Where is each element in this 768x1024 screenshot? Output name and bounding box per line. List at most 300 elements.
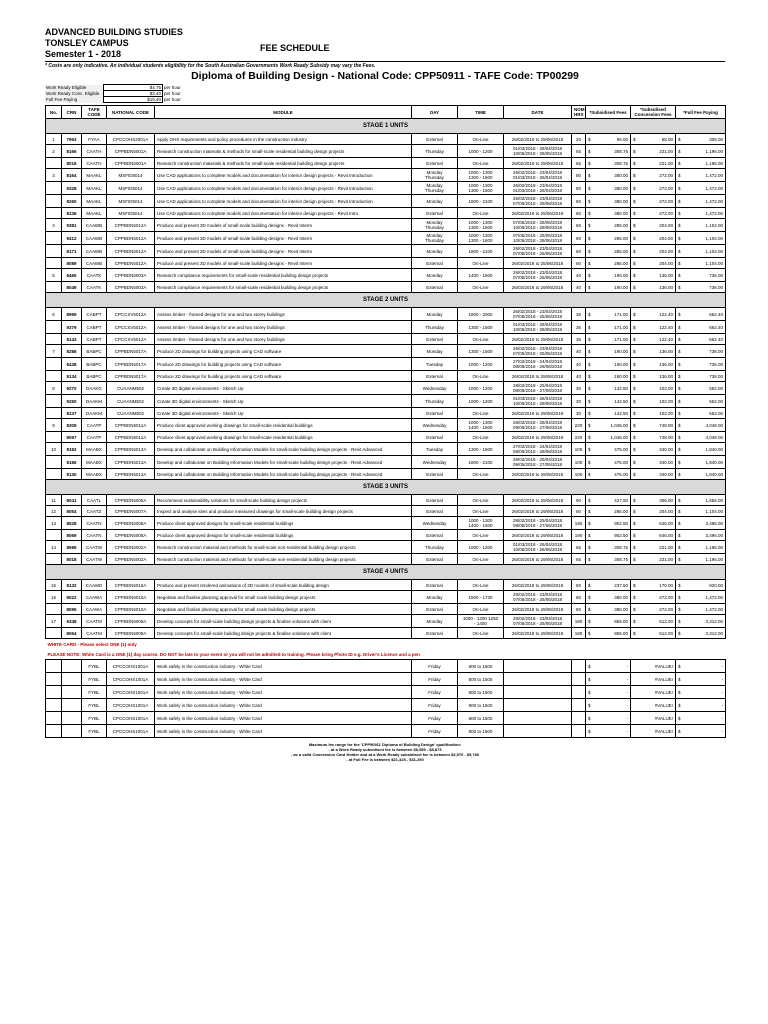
currency-symbol: $	[633, 284, 636, 290]
currency-symbol: $	[678, 210, 681, 216]
full-fee-cell	[676, 554, 726, 565]
table-row	[46, 395, 726, 408]
tafe-code-cell: CAATW	[82, 541, 107, 554]
national-code-cell: CPPBDN5010A	[107, 604, 155, 615]
tafe-code-cell: CAAWB	[82, 258, 107, 269]
column-header: NATIONAL CODE	[107, 106, 155, 119]
module-cell: Produce 2D drawings for building projects using CAD software	[155, 345, 412, 358]
concession-fee-cell	[631, 195, 676, 208]
rate-value: $15.40	[104, 97, 163, 103]
currency-symbol: $	[588, 284, 591, 290]
concession-fee-cell: #VALUE!	[631, 712, 676, 725]
currency-symbol: $	[588, 594, 591, 600]
amount-value: 340.00	[659, 459, 673, 465]
tafe-code-cell: MAAKL	[82, 169, 107, 182]
nominal-hours-cell	[572, 673, 586, 686]
full-fee-cell	[676, 686, 726, 699]
full-fee-cell	[676, 269, 726, 282]
national-code-cell: CPPBDN5001A	[107, 158, 155, 169]
currency-symbol: $	[678, 410, 681, 416]
subsidised-fee-cell	[586, 134, 631, 145]
table-row	[46, 145, 726, 158]
amount-value: 380.00	[614, 606, 628, 612]
full-fee-cell	[676, 628, 726, 639]
amount-value: 1,472.00	[705, 172, 723, 178]
rate-unit: per hour	[164, 97, 181, 102]
amount-value: -	[626, 689, 628, 695]
fee-schedule-title: FEE SCHEDULE	[260, 43, 330, 53]
day-cell: Tuesday	[412, 358, 458, 371]
national-code-cell: CPPBDN5002A	[107, 541, 155, 554]
tafe-code-cell: CAATM	[82, 628, 107, 639]
nominal-hours-cell: 190	[572, 517, 586, 530]
amount-value: 308.75	[614, 148, 628, 154]
nominal-hours-cell: 90	[572, 495, 586, 506]
currency-symbol: $	[588, 702, 591, 708]
concession-fee-cell	[631, 628, 676, 639]
concession-fee-cell	[631, 419, 676, 432]
time-cell: On-Line	[458, 134, 504, 145]
full-fee-cell	[676, 443, 726, 456]
full-fee-cell	[676, 282, 726, 293]
crn-cell: 9412	[62, 232, 82, 245]
table-row	[46, 371, 726, 382]
tafe-code-cell: CAAWB	[82, 245, 107, 258]
concession-fee-cell	[631, 517, 676, 530]
crn-cell: 7953	[62, 134, 82, 145]
currency-symbol: $	[633, 508, 636, 514]
module-cell: Assess timber - framed designs for one and two storey buildings	[155, 334, 412, 345]
crn-cell: 9328	[62, 182, 82, 195]
full-fee-cell	[676, 725, 726, 738]
date-cell: 26/02/2018 to 29/06/2018	[504, 432, 572, 443]
crn-cell: 8041	[62, 495, 82, 506]
date-cell: 26/02/2018 to 29/06/2018	[504, 628, 572, 639]
concession-fee-cell	[631, 245, 676, 258]
day-cell: External	[412, 432, 458, 443]
row-number: 12	[46, 506, 62, 517]
currency-symbol: $	[678, 618, 681, 624]
row-number	[46, 182, 62, 195]
currency-symbol: $	[633, 172, 636, 178]
crn-cell: 8054	[62, 506, 82, 517]
currency-symbol: $	[678, 582, 681, 588]
concession-fee-cell	[631, 604, 676, 615]
concession-fee-cell	[631, 358, 676, 371]
module-cell: Work safely in the construction industry - White Card	[155, 686, 412, 699]
national-code-cell: CPPBDN5013A	[107, 469, 155, 480]
date-cell	[504, 660, 572, 673]
day-cell: Monday	[412, 308, 458, 321]
nominal-hours-cell: 36	[572, 334, 586, 345]
column-header: NOM HRS	[572, 106, 586, 119]
module-cell: Produce and present 3D models of small-scale building designs - Revit Interm	[155, 258, 412, 269]
crn-cell: 8130	[62, 469, 82, 480]
subsidised-fee-cell	[586, 712, 631, 725]
rate-row	[45, 97, 182, 103]
currency-symbol: $	[588, 185, 591, 191]
subsidised-fee-cell	[586, 195, 631, 208]
amount-value: 272.00	[659, 198, 673, 204]
crn-cell: 9348	[62, 615, 82, 628]
currency-symbol: $	[633, 385, 636, 391]
amount-value: 1,472.00	[705, 198, 723, 204]
date-cell: 26/02/2018 to 25/06/2018	[504, 258, 572, 269]
date-cell: 28/02/2018 - 25/04/2018 09/05/2018 - 27/06/2018	[504, 456, 572, 469]
day-cell: Monday	[412, 195, 458, 208]
subsidised-fee-cell	[586, 371, 631, 382]
amount-value: 646.00	[659, 520, 673, 526]
currency-symbol: $	[678, 373, 681, 379]
crn-cell	[62, 725, 82, 738]
subsidised-fee-cell	[586, 208, 631, 219]
amount-value: 1,472.00	[705, 606, 723, 612]
white-card-row	[46, 673, 726, 686]
amount-value: 1,472.00	[705, 594, 723, 600]
crn-cell: 8596	[62, 541, 82, 554]
concession-fee-cell	[631, 432, 676, 443]
national-code-cell: CPCCOHS1001A	[107, 686, 155, 699]
currency-symbol: $	[633, 471, 636, 477]
currency-symbol: $	[588, 398, 591, 404]
currency-symbol: $	[588, 508, 591, 514]
module-cell: Produce 2D drawings for building projects using CAD software	[155, 358, 412, 371]
table-row	[46, 506, 726, 517]
subsidised-fee-cell	[586, 358, 631, 371]
tafe-code-cell: DAAKG	[82, 382, 107, 395]
national-code-cell: CPPBDN5001A	[107, 145, 155, 158]
day-cell: External	[412, 408, 458, 419]
national-code-cell: MSFID5014	[107, 208, 155, 219]
time-cell: On-Line	[458, 282, 504, 293]
currency-symbol: $	[678, 434, 681, 440]
concession-fee-cell	[631, 530, 676, 541]
time-cell: 1800 - 2100	[458, 456, 504, 469]
amount-value: 736.00	[709, 361, 723, 367]
table-row	[46, 408, 726, 419]
time-cell: On-Line	[458, 628, 504, 639]
national-code-cell: CUAANM502	[107, 408, 155, 419]
tafe-code-cell: BABPC	[82, 371, 107, 382]
currency-symbol: $	[678, 702, 681, 708]
date-cell: 26/02/2018 - 23/04/2018 07/05/2018 - 25/06/2018	[504, 615, 572, 628]
national-code-cell: CPPBDN5017A	[107, 358, 155, 371]
currency-symbol: $	[588, 361, 591, 367]
full-fee-cell	[676, 517, 726, 530]
day-cell: External	[412, 258, 458, 269]
table-row	[46, 195, 726, 208]
time-cell: 1800 - 2000	[458, 308, 504, 321]
white-card-row	[46, 699, 726, 712]
currency-symbol: $	[588, 410, 591, 416]
table-row	[46, 158, 726, 169]
nominal-hours-cell	[572, 725, 586, 738]
day-cell: Wednesday	[412, 456, 458, 469]
currency-symbol: $	[588, 373, 591, 379]
time-cell: 800 to 1500	[458, 660, 504, 673]
module-cell: Work safely in the construction industry - White Card	[155, 712, 412, 725]
row-number	[46, 195, 62, 208]
national-code-cell: CPPBDN5012A	[107, 219, 155, 232]
amount-value: 902.50	[614, 520, 628, 526]
row-number	[46, 673, 62, 686]
time-cell: 1000 - 1300 1300 - 1600	[458, 169, 504, 182]
currency-symbol: $	[678, 520, 681, 526]
row-number	[46, 208, 62, 219]
amount-value: 1,196.00	[705, 544, 723, 550]
full-fee-cell	[676, 456, 726, 469]
currency-symbol: $	[588, 336, 591, 342]
date-cell: 26/02/2018 - 23/04/2018 07/05/2018 - 25/06/2018	[504, 269, 572, 282]
amount-value: 340.00	[659, 446, 673, 452]
subsidised-fee-cell	[586, 169, 631, 182]
date-cell: 27/02/2018 - 24/04/2018 08/05/2018 - 26/06/2018	[504, 443, 572, 456]
footer-line-3: - as a valid Concession Card Holder and at a Work Ready subsidised fee is between $3,570 - $5,780	[290, 752, 480, 757]
date-cell: 07/05/2018 - 25/06/2018 10/05/2018 - 28/06/2018	[504, 232, 572, 245]
subsidised-fee-cell	[586, 506, 631, 517]
crn-cell: 9250	[62, 395, 82, 408]
day-cell: External	[412, 554, 458, 565]
nominal-hours-cell: 80	[572, 591, 586, 604]
currency-symbol: $	[588, 606, 591, 612]
column-header: *Subsidised Concession Fees	[631, 106, 676, 119]
currency-symbol: $	[588, 520, 591, 526]
currency-symbol: $	[678, 185, 681, 191]
currency-symbol: $	[678, 663, 681, 669]
row-number: 14	[46, 541, 62, 554]
date-cell	[504, 673, 572, 686]
tafe-code-cell: MAABX	[82, 469, 107, 480]
module-cell: Research compliance requirements for small-scale residential building design projects	[155, 269, 412, 282]
day-cell: External	[412, 208, 458, 219]
national-code-cell: MSFID5014	[107, 182, 155, 195]
nominal-hours-cell: 65	[572, 541, 586, 554]
nominal-hours-cell: 60	[572, 232, 586, 245]
date-cell	[504, 699, 572, 712]
nominal-hours-cell	[572, 686, 586, 699]
subsidised-fee-cell	[586, 232, 631, 245]
time-cell: 1000 - 1300 1300 - 1600	[458, 232, 504, 245]
amount-value: 95.00	[616, 136, 628, 142]
day-cell: External	[412, 628, 458, 639]
day-cell: External	[412, 506, 458, 517]
subsidised-fee-cell	[586, 258, 631, 269]
currency-symbol: $	[633, 594, 636, 600]
subsidised-fee-cell	[586, 469, 631, 480]
day-cell: External	[412, 604, 458, 615]
amount-value: -	[626, 676, 628, 682]
subsidised-fee-cell	[586, 604, 631, 615]
national-code-cell: MSFID5014	[107, 169, 155, 182]
day-cell: Thursday	[412, 395, 458, 408]
full-fee-cell	[676, 382, 726, 395]
amount-value: 102.00	[659, 398, 673, 404]
national-code-cell: CPCCOHS2001A	[107, 134, 155, 145]
time-cell: 1500 - 1730	[458, 591, 504, 604]
crn-cell: 8166	[62, 145, 82, 158]
date-cell: 26/02/2018 - 23/04/2018 07/05/2018 - 25/06/2018	[504, 591, 572, 604]
stage-header-row	[46, 480, 726, 495]
tafe-code-cell: CAATH	[82, 145, 107, 158]
amount-value: 221.00	[659, 160, 673, 166]
amount-value: 221.00	[659, 148, 673, 154]
cost-note: * Costs are only indicative. An individual students eligibility for the South Australian Governments Work Ready Subsidy may vary the Fees.	[45, 63, 376, 69]
amount-value: -	[626, 728, 628, 734]
currency-symbol: $	[588, 148, 591, 154]
subsidised-fee-cell	[586, 456, 631, 469]
currency-symbol: $	[588, 422, 591, 428]
amount-value: 1,104.00	[705, 260, 723, 266]
tafe-code-cell: FYBL	[82, 712, 107, 725]
subsidised-fee-cell	[586, 308, 631, 321]
amount-value: 1,196.00	[705, 556, 723, 562]
date-cell: 01/03/2018 - 26/04/2018 10/05/2018 - 28/06/2018	[504, 145, 572, 158]
footer-line-2: - at a Work Ready subsidised fee is between $6,559 - $8,873	[328, 747, 442, 752]
currency-symbol: $	[633, 210, 636, 216]
nominal-hours-cell: 80	[572, 604, 586, 615]
crn-cell: 8186	[62, 456, 82, 469]
time-cell: 1000 - 1200	[458, 541, 504, 554]
currency-symbol: $	[588, 272, 591, 278]
white-card-row	[46, 686, 726, 699]
day-cell: External	[412, 371, 458, 382]
row-number	[46, 686, 62, 699]
national-code-cell: CPCCOHS1001A	[107, 699, 155, 712]
time-cell: On-Line	[458, 604, 504, 615]
date-cell	[504, 686, 572, 699]
concession-fee-cell	[631, 615, 676, 628]
amount-value: 272.00	[659, 172, 673, 178]
stage-header-row	[46, 293, 726, 308]
currency-symbol: $	[633, 556, 636, 562]
row-number: 7	[46, 345, 62, 358]
amount-value: 475.00	[614, 459, 628, 465]
currency-symbol: $	[678, 311, 681, 317]
tafe-code-cell: CAATL	[82, 495, 107, 506]
subsidised-fee-cell	[586, 345, 631, 358]
national-code-cell: CPPBDN5008A	[107, 517, 155, 530]
currency-symbol: $	[633, 422, 636, 428]
time-cell: 1000 - 1300 1400 - 1600	[458, 517, 504, 530]
currency-symbol: $	[678, 497, 681, 503]
currency-symbol: $	[588, 689, 591, 695]
currency-symbol: $	[678, 361, 681, 367]
amount-value: 190.00	[614, 361, 628, 367]
time-cell: On-Line	[458, 208, 504, 219]
concession-fee-cell: #VALUE!	[631, 686, 676, 699]
table-row	[46, 517, 726, 530]
time-cell: 1300 - 1500	[458, 345, 504, 358]
amount-value: 171.00	[614, 336, 628, 342]
amount-value: -	[626, 715, 628, 721]
row-number: 13	[46, 517, 62, 530]
national-code-cell: CPCCSV5012A	[107, 321, 155, 334]
table-row	[46, 530, 726, 541]
day-cell: Wednesday	[412, 419, 458, 432]
amount-value: -	[721, 689, 723, 695]
time-cell: 1000 - 1200	[458, 358, 504, 371]
rate-label: Work Ready Conc. Eligible	[45, 91, 104, 97]
time-cell: 1800 - 2100	[458, 195, 504, 208]
row-number	[46, 158, 62, 169]
crn-cell: 8089	[62, 258, 82, 269]
tafe-code-cell: CAATM	[82, 615, 107, 628]
nominal-hours-cell: 50	[572, 580, 586, 591]
crn-cell: 8064	[62, 628, 82, 639]
currency-symbol: $	[678, 459, 681, 465]
subsidised-fee-cell	[586, 530, 631, 541]
time-cell: 800 to 1500	[458, 712, 504, 725]
tafe-code-cell: FYBL	[82, 686, 107, 699]
concession-fee-cell	[631, 382, 676, 395]
subsidised-fee-cell	[586, 334, 631, 345]
date-cell: 26/02/2018 to 29/06/2018	[504, 530, 572, 541]
amount-value: 1,656.00	[705, 497, 723, 503]
day-cell: Friday	[412, 712, 458, 725]
full-fee-cell	[676, 712, 726, 725]
amount-value: 855.00	[614, 618, 628, 624]
day-cell: External	[412, 580, 458, 591]
day-cell: Monday Thursday	[412, 169, 458, 182]
amount-value: 142.50	[614, 398, 628, 404]
time-cell: 1300 - 1500	[458, 321, 504, 334]
amount-value: 662.40	[709, 311, 723, 317]
crn-cell: 9381	[62, 219, 82, 232]
amount-value: 552.00	[709, 398, 723, 404]
day-cell: External	[412, 334, 458, 345]
amount-value: 68.00	[661, 136, 673, 142]
currency-symbol: $	[633, 398, 636, 404]
nominal-hours-cell	[572, 660, 586, 673]
footer-notes	[45, 742, 725, 762]
date-cell: 28/02/2018 - 25/04/2018 09/05/2018 - 27/06/2018	[504, 419, 572, 432]
currency-symbol: $	[678, 422, 681, 428]
currency-symbol: $	[588, 434, 591, 440]
amount-value: 4,048.00	[705, 422, 723, 428]
nominal-hours-cell: 65	[572, 145, 586, 158]
currency-symbol: $	[678, 594, 681, 600]
amount-value: 285.00	[614, 235, 628, 241]
column-header: DAY	[412, 106, 458, 119]
currency-symbol: $	[588, 311, 591, 317]
date-cell: 26/02/2018 to 29/06/2018	[504, 334, 572, 345]
currency-symbol: $	[588, 676, 591, 682]
schedule-table	[45, 105, 726, 738]
tafe-code-cell: MAAKL	[82, 208, 107, 219]
nominal-hours-cell: 180	[572, 628, 586, 639]
rate-value: $3.40	[104, 91, 163, 97]
row-number: 17	[46, 615, 62, 628]
crn-cell: 9379	[62, 321, 82, 334]
concession-fee-cell	[631, 506, 676, 517]
amount-value: 204.00	[659, 248, 673, 254]
module-cell: Develop concepts for small-scale building design projects & finalise solutions with client	[155, 628, 412, 639]
amount-value: 102.00	[659, 410, 673, 416]
crn-cell: 8309	[62, 419, 82, 432]
amount-value: 122.40	[659, 336, 673, 342]
table-row	[46, 208, 726, 219]
currency-symbol: $	[588, 582, 591, 588]
date-cell: 26/02/2018 - 23/04/2018 01/03/2018 - 26/04/2018	[504, 169, 572, 182]
subsidised-fee-cell	[586, 408, 631, 419]
nominal-hours-cell	[572, 699, 586, 712]
full-fee-cell	[676, 604, 726, 615]
row-number: 4	[46, 219, 62, 232]
module-cell: Use CAD applications to complete models and documentation for interior design projects - Revit Introduction	[155, 169, 412, 182]
subsidised-fee-cell	[586, 615, 631, 628]
subsidised-fee-cell	[586, 699, 631, 712]
day-cell: Wednesday	[412, 382, 458, 395]
